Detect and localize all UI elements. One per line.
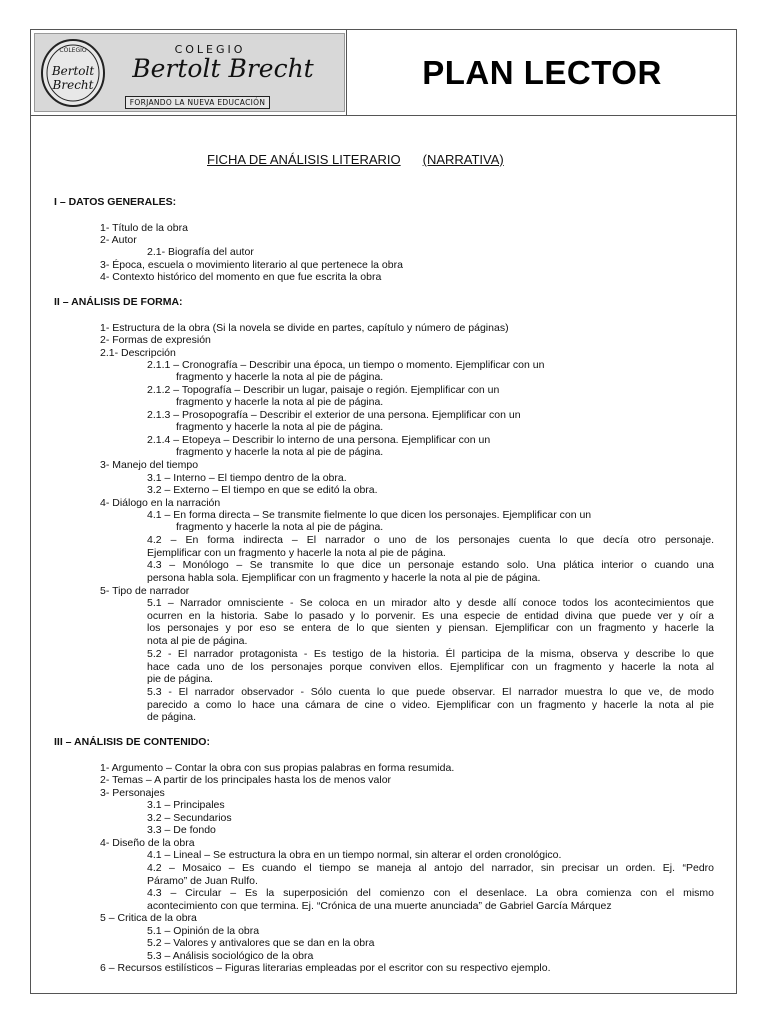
paragraph-line: pie de página. xyxy=(147,673,213,685)
paragraph-circular xyxy=(147,887,714,912)
list-item: fragmento y hacerle la nota al pie de página. xyxy=(176,396,384,408)
ficha-title-paren: (NARRATIVA) xyxy=(422,152,504,167)
ficha-title xyxy=(207,154,504,167)
list-item: 3.2 – Externo – El tiempo en que se editó la obra. xyxy=(147,484,378,496)
plan-title: PLAN LECTOR xyxy=(422,54,662,91)
section-heading-analisis-contenido: III – ANÁLISIS DE CONTENIDO: xyxy=(54,736,210,748)
list-item: 2.1- Descripción xyxy=(100,347,176,359)
paragraph-line: acontecimiento con que termina. Ej. “Crónica de una muerte anunciada” de Gabriel García Márquez xyxy=(147,899,612,912)
document-header xyxy=(31,30,736,116)
list-item: 3.2 – Secundarios xyxy=(147,812,232,824)
list-item: 3.1 – Interno – El tiempo dentro de la obra. xyxy=(147,472,347,484)
school-motto: FORJANDO LA NUEVA EDUCACIÓN xyxy=(125,96,270,109)
seal-top-text: COLEGIO xyxy=(59,47,87,54)
list-item: 1- Estructura de la obra (Si la novela se divide en partes, capítulo y número de páginas) xyxy=(100,322,509,334)
paragraph-narrador-protagonista xyxy=(147,648,714,686)
list-item: 2.1.4 – Etopeya – Describir lo interno de una persona. Ejemplificar con un xyxy=(147,434,491,446)
list-item: 4.1 – En forma directa – Se transmite fielmente lo que dicen los personajes. Ejemplificar con un xyxy=(147,509,592,521)
list-item: 5.3 – Análisis sociológico de la obra xyxy=(147,950,314,962)
paragraph-line: hace cada uno de los personajes porque conviven ellos. Ejemplificar con un fragmento y hacerle la nota al xyxy=(147,660,714,673)
section-heading-datos-generales: I – DATOS GENERALES: xyxy=(54,196,177,208)
school-logo-banner xyxy=(34,33,345,112)
school-seal-icon xyxy=(40,38,106,108)
paragraph-line: los personajes y por eso se entera de lo que sienten y piensan. Ejemplificar con un fragmento y hacerle la xyxy=(147,622,714,634)
list-item: 4- Contexto histórico del momento en que fue escrita la obra xyxy=(100,271,382,283)
paragraph-line: 5.3 - El narrador observador - Sólo cuenta lo que puede observar. El narrador muestra lo que ve, de modo xyxy=(147,686,714,698)
list-item: fragmento y hacerle la nota al pie de página. xyxy=(176,446,384,458)
list-item: 2.1.2 – Topografía – Describir un lugar, paisaje o región. Ejemplificar con un xyxy=(147,384,500,396)
paragraph-line: 4.2 – En forma indirecta – El narrador o uno de los personajes cuenta lo que decía otro personaje. xyxy=(147,534,714,546)
list-item: 1- Título de la obra xyxy=(100,222,188,234)
list-item: 5.1 – Opinión de la obra xyxy=(147,925,260,937)
list-item: 2- Temas – A partir de los principales hasta los de menos valor xyxy=(100,774,392,786)
paragraph-line: 4.2 – Mosaico – Es cuando el tiempo se maneja al antojo del narrador, sin precisar un orden. Ej. “Pedro xyxy=(147,862,714,874)
paragraph-line: 4.3 – Circular – Es la superposición del comienzo con el desenlace. La obra comienza con el mismo xyxy=(147,887,714,899)
paragraph-line: Páramo” de Juan Rulfo. xyxy=(147,874,258,887)
section-heading-analisis-forma: II – ANÁLISIS DE FORMA: xyxy=(54,296,183,308)
list-item: 4.1 – Lineal – Se estructura la obra en un tiempo normal, sin alterar el orden cronológico. xyxy=(147,849,562,861)
paragraph-mosaico xyxy=(147,862,714,887)
list-item: 3.3 – De fondo xyxy=(147,824,216,836)
list-item: 2.1- Biografía del autor xyxy=(147,246,254,258)
list-item: fragmento y hacerle la nota al pie de página. xyxy=(176,421,384,433)
seal-line2-text: Brecht xyxy=(52,78,94,92)
list-item: 5 – Critica de la obra xyxy=(100,912,197,924)
list-item: 2.1.3 – Prosopografía – Describir el exterior de una persona. Ejemplificar con un xyxy=(147,409,521,421)
list-item: 6 – Recursos estilísticos – Figuras literarias empleadas por el escritor con su respectivo ejemplo. xyxy=(100,962,551,974)
page-frame xyxy=(30,29,737,994)
list-item: 3- Personajes xyxy=(100,787,165,799)
list-item: 1- Argumento – Contar la obra con sus propias palabras en forma resumida. xyxy=(100,762,455,774)
list-item: 5- Tipo de narrador xyxy=(100,585,190,597)
paragraph-line: 5.1 – Narrador omnisciente - Se coloca en un mirador alto y desde allí conoce todos los acontecimientos que xyxy=(147,597,714,609)
list-item: 2- Formas de expresión xyxy=(100,334,211,346)
paragraph-narrador-observador xyxy=(147,686,714,724)
list-item: 4- Diálogo en la narración xyxy=(100,497,221,509)
list-item: 3.1 – Principales xyxy=(147,799,225,811)
paragraph-line: 4.3 – Monólogo – Se transmite lo que dice un personaje estando solo. Una plática interior o cuando una xyxy=(147,559,714,571)
list-item: fragmento y hacerle la nota al pie de página. xyxy=(176,521,384,533)
paragraph-line: de página. xyxy=(147,711,197,723)
paragraph-forma-indirecta xyxy=(147,534,714,559)
paragraph-line: persona habla sola. Ejemplificar con un fragmento y hacerle la nota al pie de página. xyxy=(147,571,541,584)
paragraph-narrador-omnisciente xyxy=(147,597,714,647)
paragraph-line: ocurren en la historia. Sabe lo pasado y lo porvenir. Es una especie de entidad divina que puede ver y oír a xyxy=(147,609,714,622)
ficha-title-main: FICHA DE ANÁLISIS LITERARIO xyxy=(207,152,401,167)
paragraph-line: 5.2 - El narrador protagonista - Es testigo de la historia. Él participa de la misma, observa y describe lo que xyxy=(147,648,714,660)
list-item: 3- Manejo del tiempo xyxy=(100,459,199,471)
school-name: Bertolt Brecht xyxy=(132,54,314,83)
list-item: 2- Autor xyxy=(100,234,137,246)
school-prefix: COLEGIO xyxy=(174,43,246,56)
list-item: 4- Diseño de la obra xyxy=(100,837,195,849)
paragraph-line: nota al pie de página. xyxy=(147,634,248,647)
list-item: 5.2 – Valores y antivalores que se dan en la obra xyxy=(147,937,375,949)
paragraph-line: Ejemplificar con un fragmento y hacerle la nota al pie de página. xyxy=(147,546,446,559)
paragraph-line: parecido a como lo hace una cámara de cine o video. Ejemplificar con un fragmento y hacerle la nota al pie xyxy=(147,698,714,711)
list-item: fragmento y hacerle la nota al pie de página. xyxy=(176,371,384,383)
paragraph-monologo xyxy=(147,559,714,584)
seal-line1-text: Bertolt xyxy=(51,64,95,78)
list-item: 2.1.1 – Cronografía – Describir una época, un tiempo o momento. Ejemplificar con un xyxy=(147,359,545,371)
list-item: 3- Época, escuela o movimiento literario al que pertenece la obra xyxy=(100,259,403,271)
